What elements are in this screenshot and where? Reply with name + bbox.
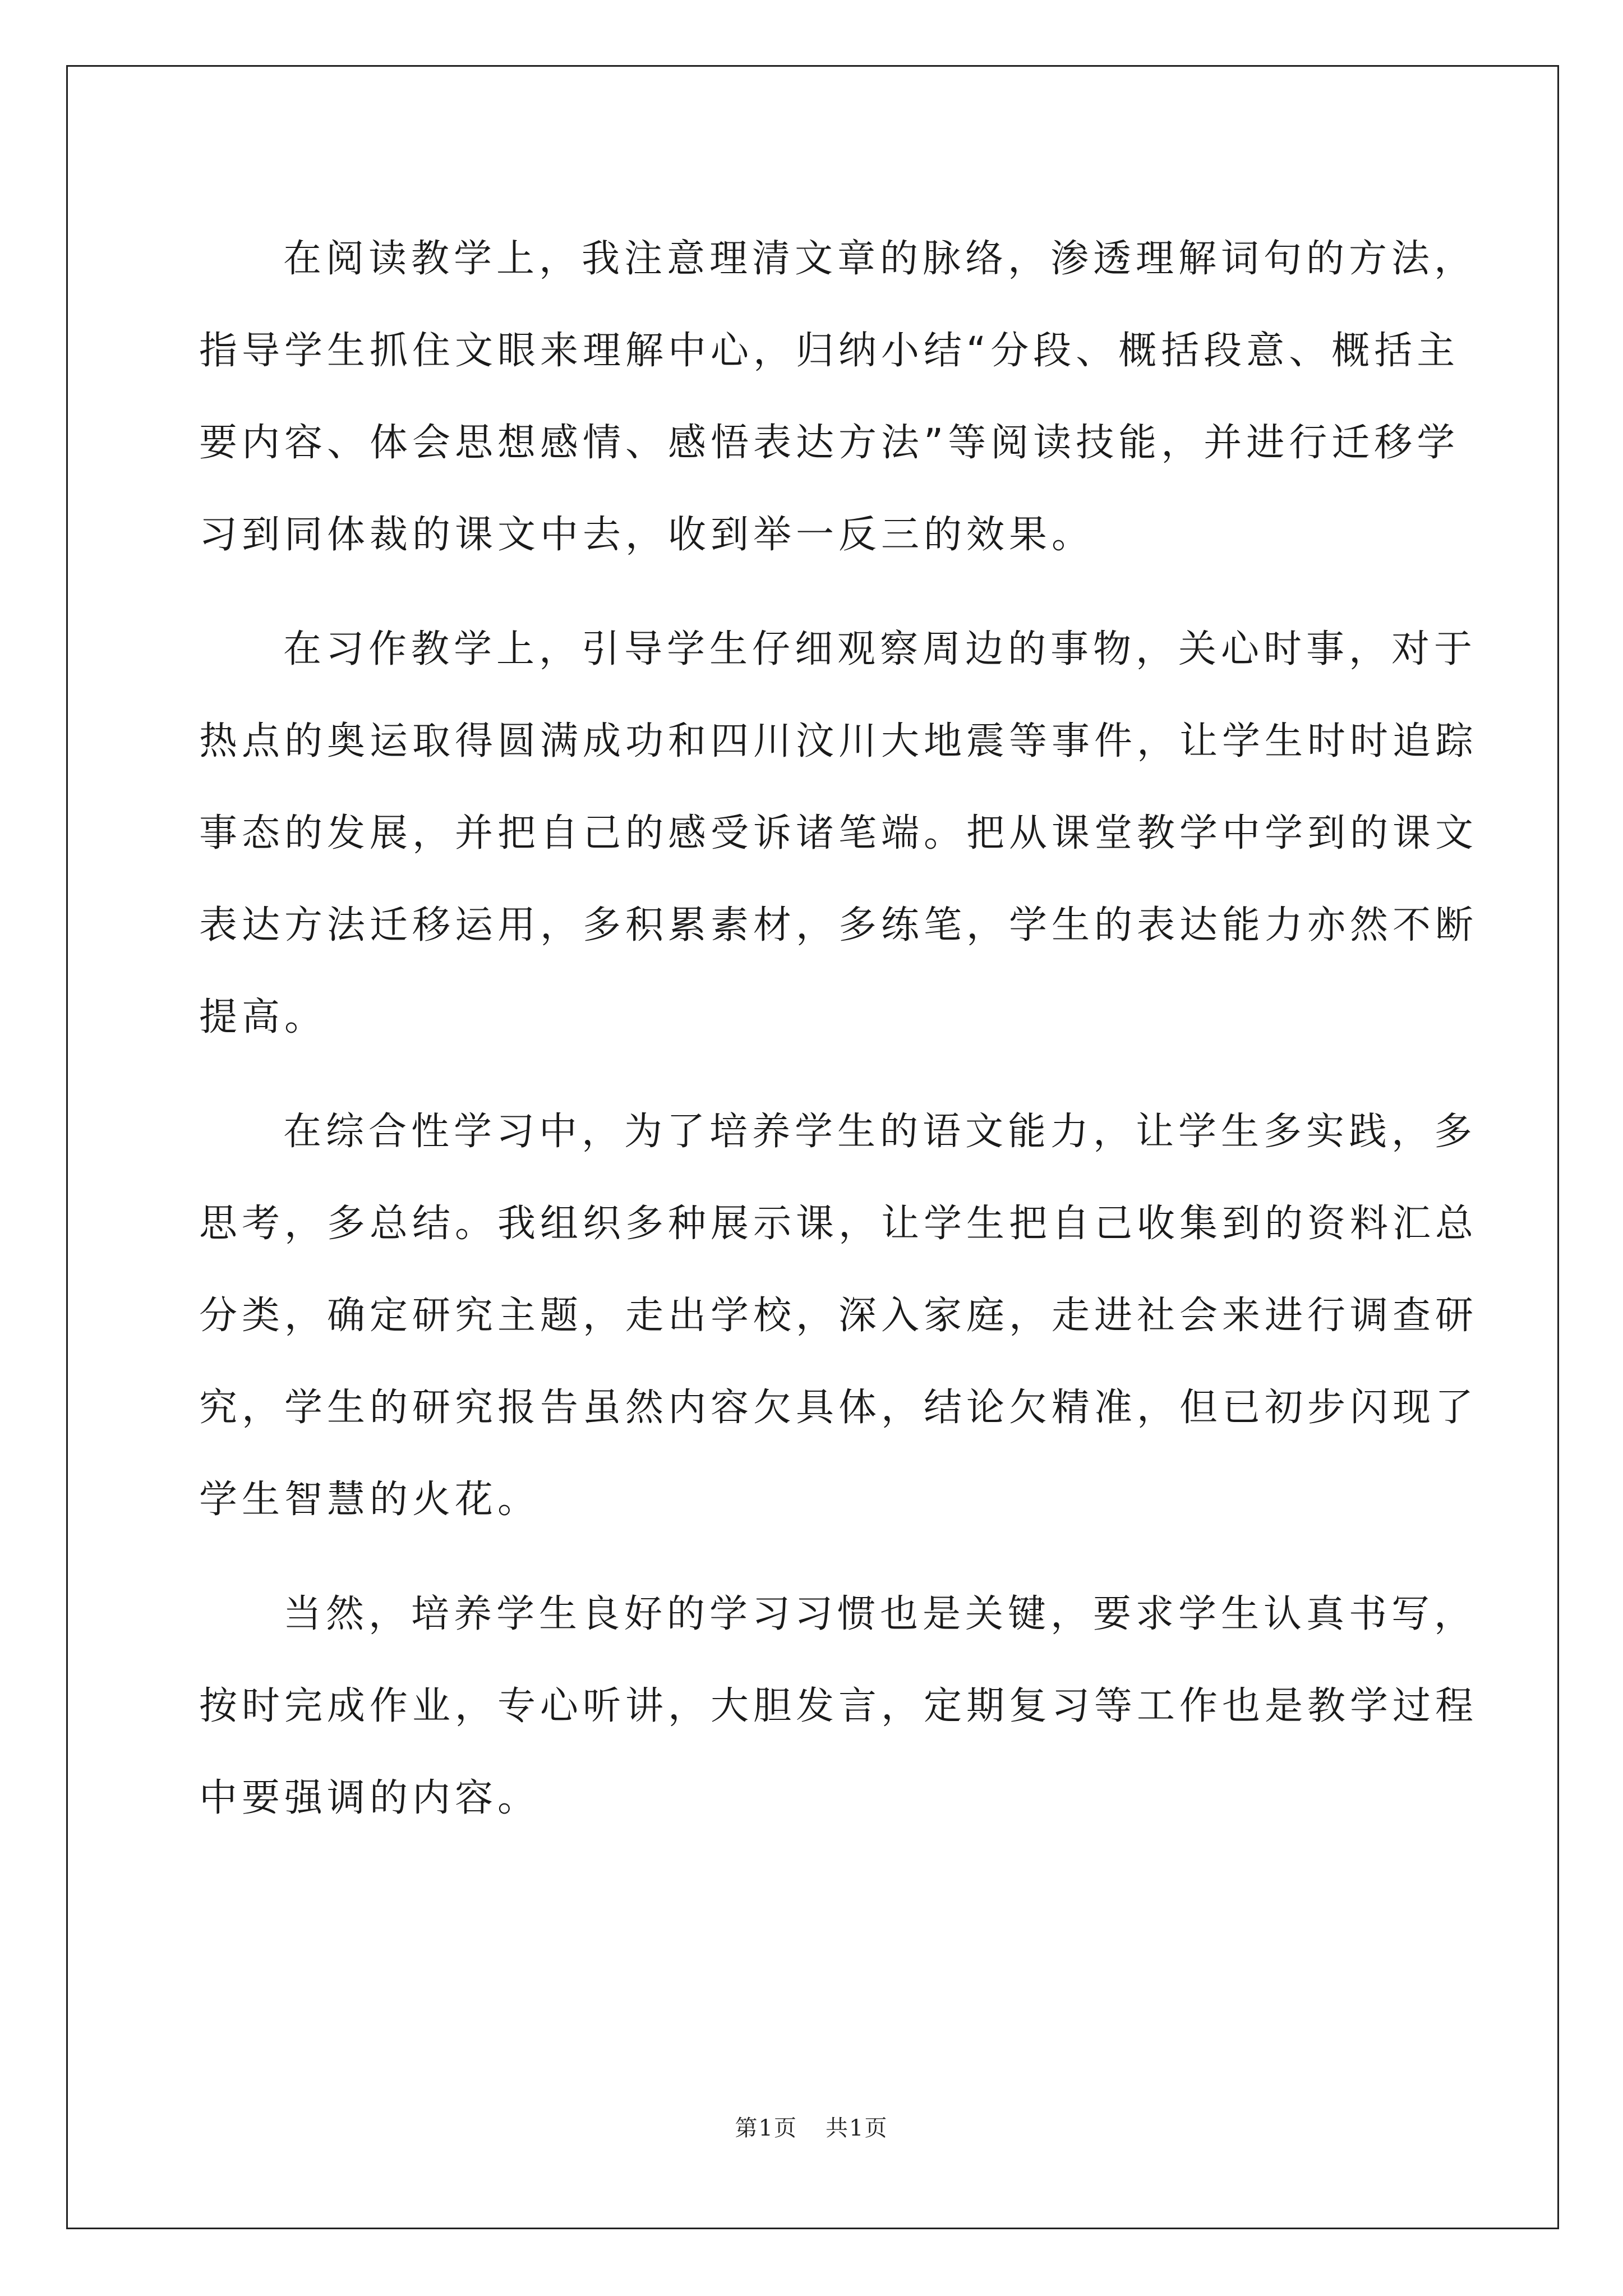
text-line: 按时完成作业，专心听讲，大胆发言，定期复习等工作也是教学过程 [199,1684,1478,1728]
text-line: 习到同体裁的课文中去，收到举一反三的效果。 [199,513,1095,557]
page-footer [0,2110,1623,2142]
text-line: 在综合性学习中，为了培养学生的语文能力，让学生多实践，多 [283,1110,1477,1154]
page-number-current: 第1页 [735,2115,797,2141]
text-line: 在习作教学上，引导学生仔细观察周边的事物，关心时事，对于 [283,627,1477,671]
paragraph-reading-teaching [199,213,1477,581]
text-line: 在阅读教学上，我注意理清文章的脉络，渗透理解词句的方法， [283,237,1477,281]
text-line: 指导学生抓住文眼来理解中心，归纳小结“分段、概括段意、概括主 [199,329,1460,373]
text-line: 热点的奥运取得圆满成功和四川汶川大地震等事件，让学生时时追踪 [199,719,1478,763]
page-number-total: 共1页 [826,2115,888,2141]
text-line: 分类，确定研究主题，走出学校，深入家庭，走进社会来进行调查研 [199,1294,1478,1338]
text-line: 事态的发展，并把自己的感受诉诸笔端。把从课堂教学中学到的课文 [199,811,1478,855]
text-line: 思考，多总结。我组织多种展示课，让学生把自己收集到的资料汇总 [199,1202,1478,1246]
text-line: 究，学生的研究报告虽然内容欠具体，结论欠精准，但已初步闪现了 [199,1386,1478,1430]
text-line: 要内容、体会思想感情、感悟表达方法”等阅读技能，并进行迁移学 [199,421,1460,465]
document-body [199,213,1478,1867]
paragraph-comprehensive-learning [199,1086,1478,1546]
paragraph-study-habits [199,1568,1478,1844]
text-line: 当然，培养学生良好的学习习惯也是关键，要求学生认真书写， [283,1592,1477,1636]
paragraph-writing-teaching [199,604,1478,1064]
text-line: 提高。 [199,995,328,1039]
text-line: 表达方法迁移运用，多积累素材，多练笔，学生的表达能力亦然不断 [199,903,1478,947]
text-line: 学生智慧的火花。 [199,1478,541,1522]
text-line: 中要强调的内容。 [199,1776,541,1820]
